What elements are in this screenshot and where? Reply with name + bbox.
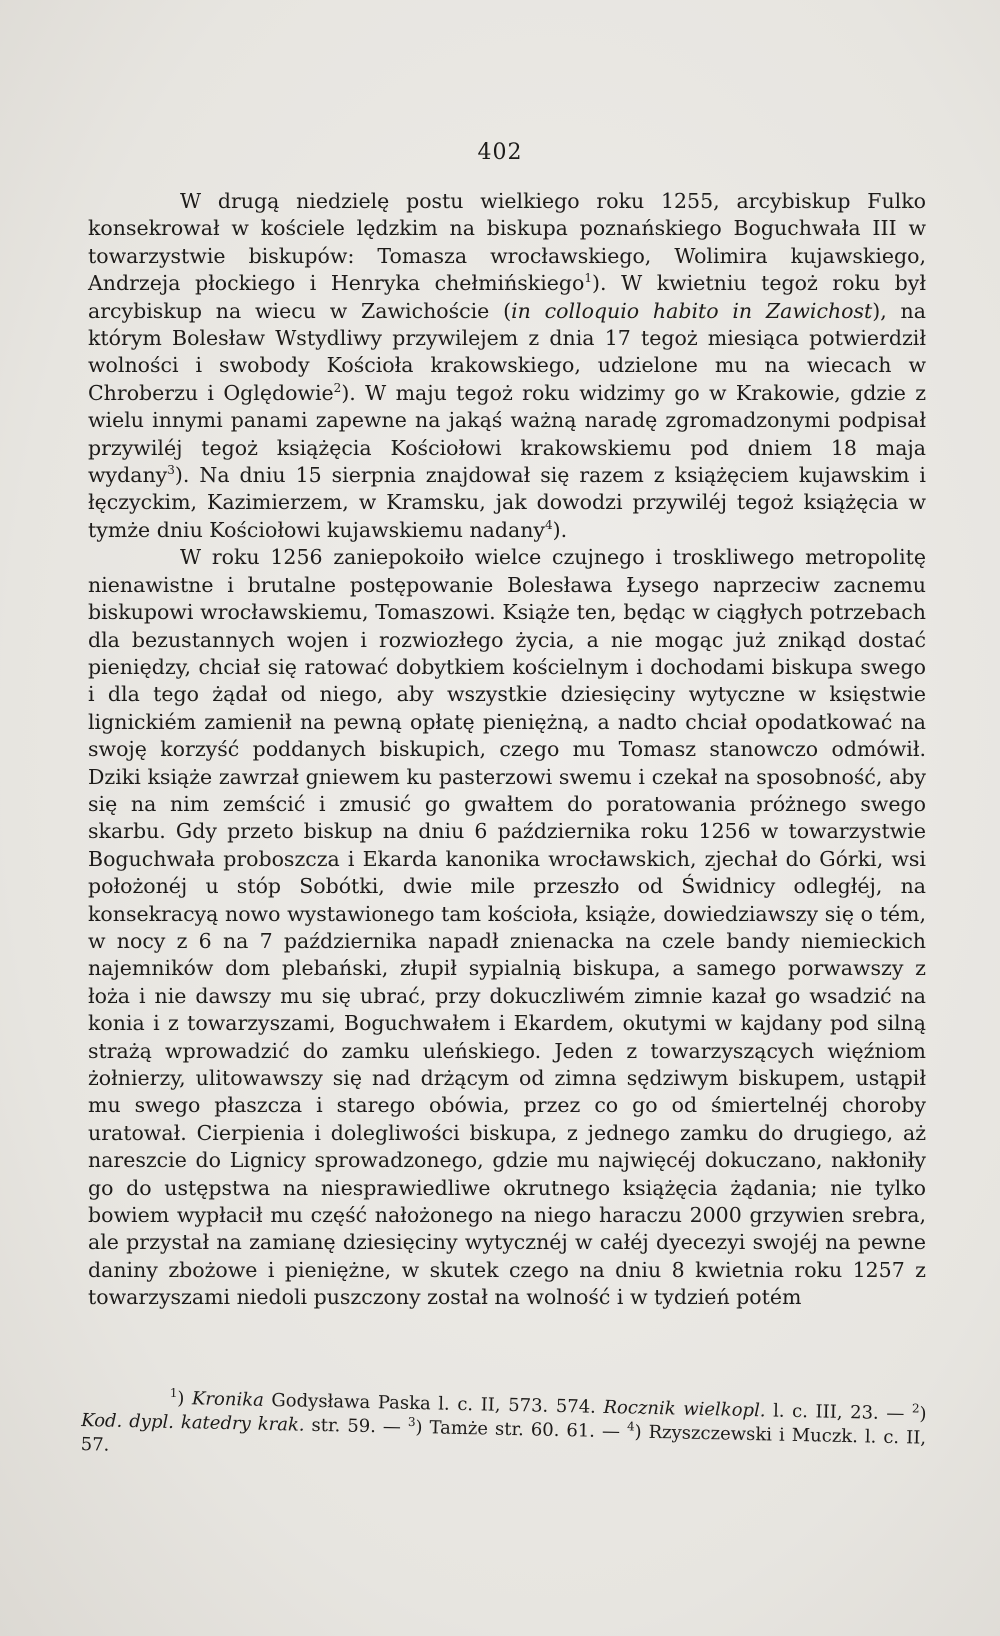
text-run: ) Rzyszczewski i Muczk. l. c. II, 57. [80,1421,927,1456]
footnotes [80,1385,926,1475]
italic-text: Kod. dypl. katedry krak. [81,1409,305,1436]
text-run: ) [919,1403,927,1425]
text-run: ) [177,1388,193,1410]
italic-text: Rocznik wielkopl. [603,1396,766,1422]
paragraph-2 [88,544,926,1311]
text-run: ). W maju tegoż roku widzimy go w Krakowie, gdzie z wielu innymi panami zapewne na jakąś ważną naradę zgromadzonymi podpisał przywiléj tegoż książęcia Kościołowi krakowskiemu pod dniem 18 maja wydany [88,380,927,488]
text-run: ), na którym Bolesław Wstydliwy przywilejem z dnia 17 tegoż miesiąca potwierdził wolności i swobody Kościoła krakowskiego, udzielone mu na wiecach w Chroberzu i Oględowie [88,298,926,405]
footnote-marker: 4 [545,518,553,533]
text-run: ). W kwietniu tegoż roku był arcybiskup na wiecu w Zawichoście ( [88,271,926,323]
footnote-marker: 3 [407,1414,416,1429]
text-run: W drugą niedzielę postu wielkiego roku 1255, arcybiskup Fulko konsekrował w kościele lędzkim na biskupa poznańskiego Boguchwała III w towarzystwie biskupów: Tomasza wrocławskiego, Wolimira kujawskiego, Andrzeja płockiego i Henryka chełmińskiego [88,189,926,296]
text-run: ). [552,517,568,542]
footnote-marker: 2 [333,381,342,396]
footnote-marker: 4 [626,1419,635,1434]
main-text [88,188,926,1312]
text-run: str. 59. — [304,1414,409,1438]
page-number: 402 [477,140,523,165]
italic-text: Kronika [191,1388,265,1411]
text-run: Godysława Paska l. c. II, 573. 574. [263,1389,604,1418]
text-run: ). Na dniu 15 sierpnia znajdował się razem z książęciem kujawskim i łęczyckim, Kazimierzem, w Kramsku, jak dowodzi przywiléj tegoż książęcia w tymże dniu Kościołowi kujawskiemu nadany [88,463,926,542]
footnote-marker: 3 [167,463,175,478]
footnote-marker: 1 [169,1385,178,1401]
italic-text: in colloquio habito in Zawichost [511,298,873,323]
footnote-marker: 2 [911,1401,920,1416]
text-run: ) Tamże str. 60. 61. — [415,1416,628,1443]
text-run: W roku 1256 zaniepokoiło wielce czujnego i troskliwego metropolitę nienawistne i brutalne postępowanie Bolesława Łysego naprzeciw zacnemu biskupowi wrocławskiemu, Tomaszowi. Książe ten, będąc w ciągłych potrzebach dla bezustannych wojen i rozwiozłego życia, a nie mogąc już znikąd dostać pieniędzy, chciał się ratować dobytkiem kościelnym i dochodami biskupa swego i dla tego żądał od niego, aby wszystkie dziesięciny wytyczne w księstwie lignickiém zamienił na pewną opłatę pieniężną, a nadto chciał opodatkować na swoję korzyść poddanych biskupich, czego mu Tomasz stanowczo odmówił. Dziki książe zawrzał gniewem ku pasterzowi swemu i czekał na sposobność, aby się na nim zemścić i zmusić go gwałtem do poratowania próżnego swego skarbu. Gdy przeto biskup na dniu 6 października roku 1256 w towarzystwie Boguchwała proboszcza i Ekarda kanonika wrocławskich, zjechał do Górki, wsi położonéj u stóp Sobótki, dwie mile przeszło od Świdnicy odległéj, na konsekracyą nowo wystawionego tam kościoła, książe, dowiedziawszy się o tém, w nocy z 6 na 7 października napadł znienacka na czele bandy niemieckich najemników dom plebański, złupił sypialnią biskupa, a samego porwawszy z łoża i nie dawszy mu się ubrać, przy dokuczliwém zimnie kazał go wsadzić na konia i z towarzyszami, Boguchwałem i Ekardem, okutymi w kajdany pod silną strażą wprowadzić do zamku uleńskiego. Jeden z towarzyszących więźniom żołnierzy, ulitowawszy się nad drżącym od zimna sędziwym biskupem, ustąpił mu swego płaszcza i starego obówia, przez co go od śmiertelnéj choroby uratował. Cierpienia i dolegliwości biskupa, z jednego zamku do drugiego, aż nareszcie do Lignicy sprowadzonego, gdzie mu najwięcéj dokuczano, nakłoniły go do ustępstwa na niesprawiedliwe okrutnego książęcia żądania; nie tylko bowiem wypłacił mu część nałożonego na niego haraczu 2000 grzywien srebra, ale przystał na zamianę dziesięciny wytycznéj w całéj dyecezyi swojéj na pewne daniny zbożowe i pieniężne, w skutek czego na dniu 8 kwietnia roku 1257 z towarzyszami niedoli puszczony został na wolność i w tydzień potém [88,545,926,1310]
text-run: l. c. III, 23. — [765,1400,913,1425]
footnote-marker: 1 [584,271,593,286]
paragraph-1 [88,188,926,544]
